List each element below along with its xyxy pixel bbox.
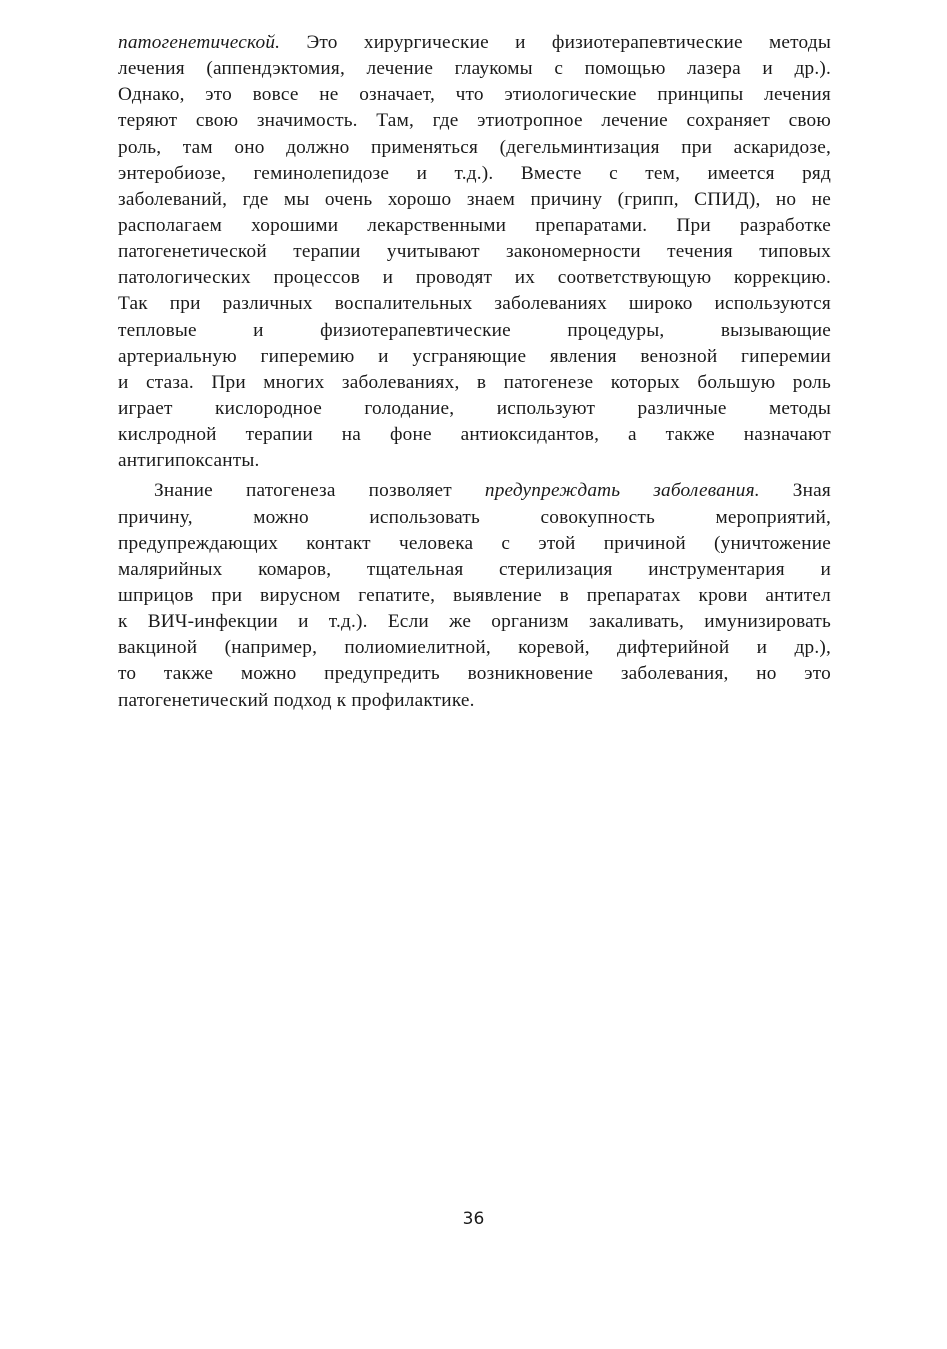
text-line: Однако, это вовсе не означает, что этиологические принципы лечения bbox=[118, 84, 831, 106]
text-line: Знание патогенеза позволяет предупреждать заболевания. Зная bbox=[154, 480, 831, 502]
text-line: теряют свою значимость. Там, где этиотропное лечение сохраняет свою bbox=[118, 110, 831, 132]
text-line: вакциной (например, полиомиелитной, коревой, дифтерийной и др.), bbox=[118, 637, 831, 659]
text-line: роль, там оно должно применяться (дегельминтизация при аскаридозе, bbox=[118, 136, 831, 158]
italic-term: патогенетической. bbox=[118, 32, 281, 53]
text-line: малярийных комаров, тщательная стерилизация инструментария и bbox=[118, 558, 831, 580]
text-line: Так при различных воспалительных заболеваниях широко используются bbox=[118, 293, 831, 315]
text-line: располагаем хорошими лекарственными препаратами. При разработке bbox=[118, 214, 831, 236]
paragraph-2 bbox=[118, 478, 831, 713]
text-line: патогенетической терапии учитывают закономерности течения типовых bbox=[118, 241, 831, 263]
italic-term: предупреждать заболевания. bbox=[484, 480, 760, 502]
text-line: артериальную гиперемию и усграняющие явления венозной гиперемии bbox=[118, 345, 831, 367]
text-line: к ВИЧ-инфекции и т.д.). Если же организм закаливать, имунизировать bbox=[118, 611, 831, 633]
text-line: шприцов при вирусном гепатите, выявление в препаратах крови антител bbox=[118, 584, 831, 606]
text-line: лечения (аппендэктомия, лечение глаукомы с помощью лазера и др.). bbox=[118, 58, 831, 80]
text-line: предупреждающих контакт человека с этой причиной (уничтожение bbox=[118, 532, 831, 554]
text-line: причину, можно использовать совокупность мероприятий, bbox=[118, 506, 831, 528]
text-line: патогенетической. Это хирургические и физиотерапевтические методы bbox=[118, 32, 831, 53]
body-text bbox=[118, 30, 831, 714]
text-line: патогенетический подход к профилактике. bbox=[118, 689, 475, 711]
text-line: патологических процессов и проводят их соответствующую коррекцию. bbox=[118, 267, 831, 289]
text-line: антигипоксанты. bbox=[118, 450, 260, 472]
text-line: и стаза. При многих заболеваниях, в патогенезе которых большую роль bbox=[118, 371, 831, 393]
text-line: энтеробиозе, геминолепидозе и т.д.). Вместе с тем, имеется ряд bbox=[118, 162, 831, 184]
text-line: заболеваний, где мы очень хорошо знаем причину (грипп, СПИД), но не bbox=[118, 188, 831, 210]
text-line: кислродной терапии на фоне антиоксидантов, а также назначают bbox=[118, 424, 831, 446]
text-line: то также можно предупредить возникновение заболевания, но это bbox=[118, 663, 831, 685]
text-line: играет кислородное голодание, используют различные методы bbox=[118, 397, 831, 419]
paragraph-1 bbox=[118, 30, 831, 474]
text-line: тепловые и физиотерапевтические процедуры, вызывающие bbox=[118, 319, 831, 341]
page-number: 36 bbox=[462, 1209, 485, 1229]
